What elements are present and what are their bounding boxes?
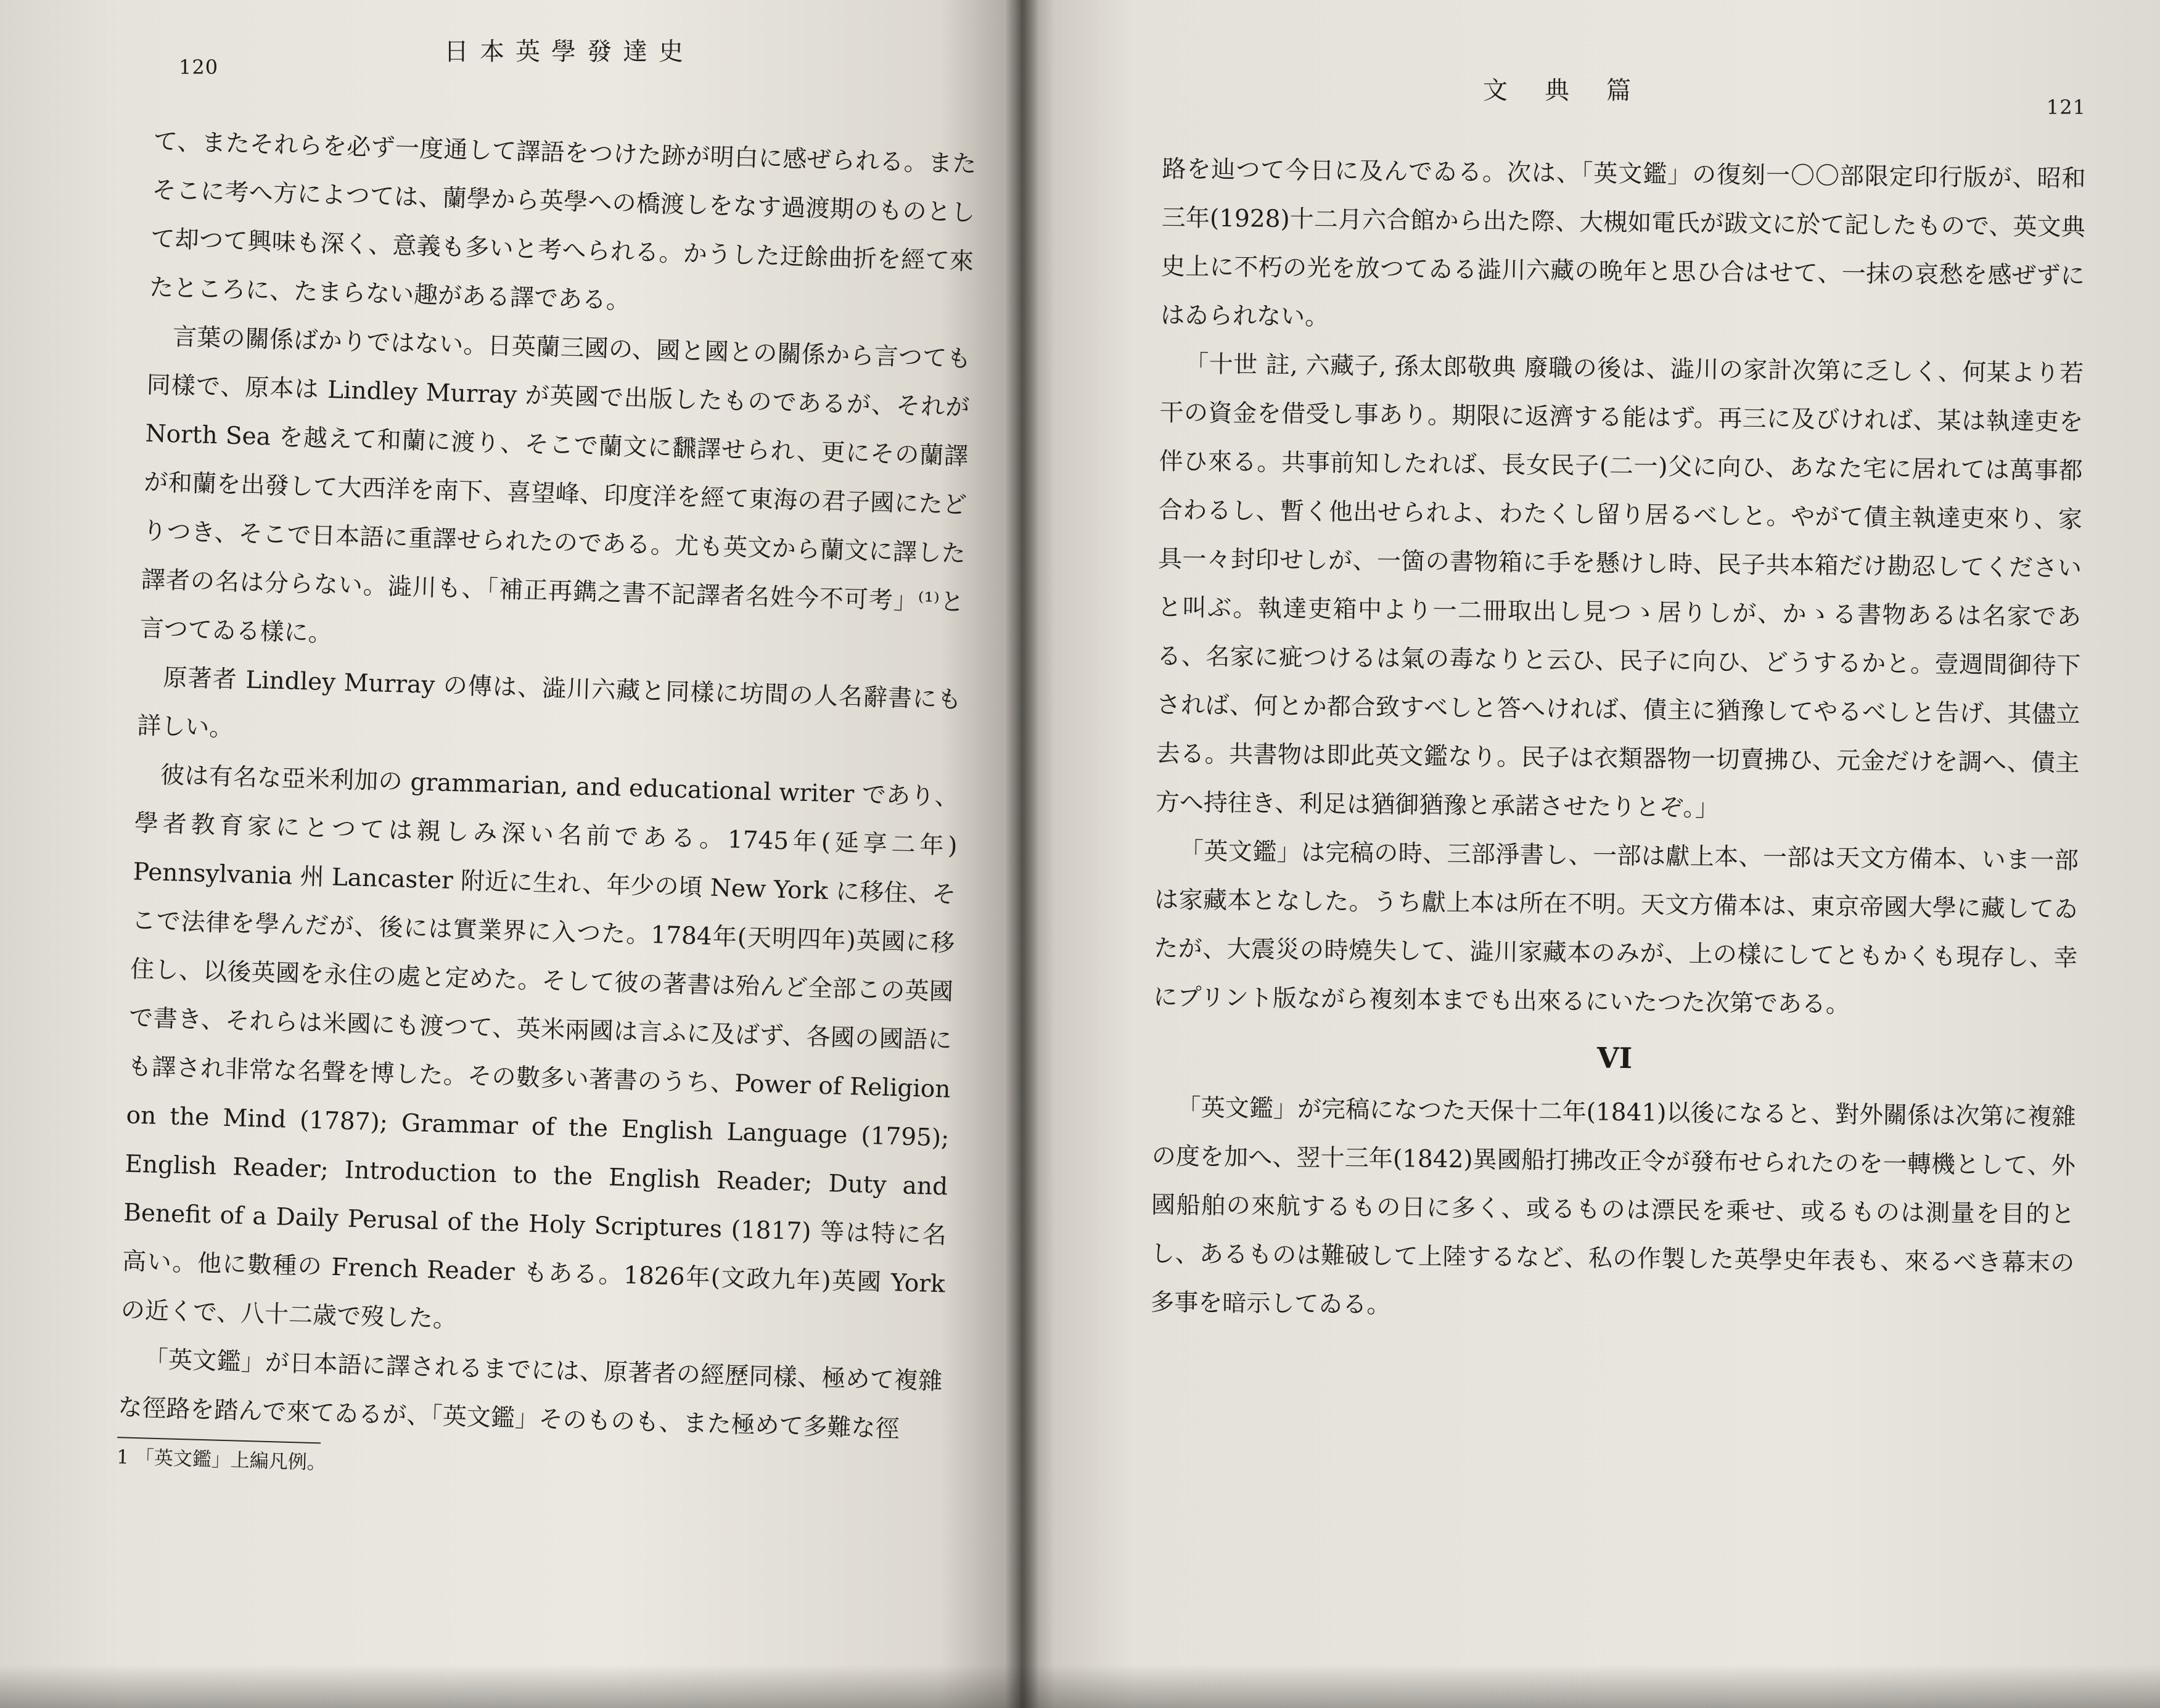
running-head: 文典篇 [1483,76,1668,105]
right-page-body [1150,145,2086,1337]
paragraph: 「英文鑑」が完稿になつた天保十二年(1841)以後になると、對外關係は次第に複雜の度を加へ、翌十三年(1842)異國船打拂改正令が發布せられたのを一轉機として、外國船舶の來航するもの日に多く、或るものは漂民を乘せ、或るものは測量を目的とし、あるものは難破して上陸するなど、私の作製した英學史年表も、來るべき幕末の多事を暗示してゐる。 [1150,1094,2076,1319]
page-bottom-shadow [0,1665,2160,1708]
page-number: 120 [179,55,219,79]
paragraph: 原著者 Lindley Murray の傳は、澁川六藏と同樣に坊間の人名辭書にも詳しい。 [136,663,962,742]
left-page-body [117,117,977,1495]
paragraph: 路を辿つて今日に及んでゐる。次は、「英文鑑」の復刻一〇〇部限定印行版が、昭和三年(1928)十二月六合館から出た際、大槻如電氏が跋文に於て記したもので、英文典史上に不朽の光を放つてゐる澁川六藏の晩年と思ひ合はせて、一抹の哀愁を感ぜずにはゐられない。 [1160,155,2086,331]
paragraph: 彼は有名な亞米利加の grammarian, and educational writer であり、學者教育家にとつては親しみ深い名前である。1745年(延享二年) Pennsylvania 州 Lancaster 附近に生れ、年少の頃 New York に移住、そこで法律を學んだが、後には實業界に入つた。1784年(天明四年)英國に移住し、以後英國を永住の處と定めた。そして彼の著書は殆んど全部この英國で書き、それらは米國にも渡つて、英米兩國は言ふに及ばず、各國の國語にも譯され非常な名聲を博した。その數多い著書のうち、Power of Religion on the Mind (1787); Grammar of the English Language (1795); English Reader; Introduction to the English Reader; Duty and Benefit of a Daily Perusal of the Holy Scriptures (1817) 等は特に名高い。他に數種の French Reader もある。1826年(文政九年)英國 York の近くで、八十二歳で歿した。 [120,761,959,1334]
paragraph: て、またそれらを必ず一度通して譯語をつけた跡が明白に感ぜられる。またそこに考へ方によつては、蘭學から英學への橋渡しをなす過渡期のものとして却つて興味も深く、意義も多いと考へられる。かうした迂餘曲折を經て來たところに、たまらない趣がある譯である。 [149,127,977,315]
quotation-paragraph: 「十世 註, 六藏子, 孫太郎敬典 廢職の後は、澁川の家計次第に乏しく、何某より若干の資金を借受し事あり。期限に返濟する能はず。再三に及びければ、某は執達吏を伴ひ來る。共事前知したれば、長女民子(二一)父に向ひ、あなた宅に居れては萬事都合わるし、暫く他出せられよ、わたくし留り居るべしと。やがて債主執達吏來り、家具一々封印せしが、一箇の書物箱に手を懸けし時、民子共本箱だけ勘忍してくださいと叫ぶ。執達吏箱中より一二冊取出し見つゝ居りしが、かゝる書物あるは名家である、名家に疵つけるは氣の毒なりと云ひ、民子に向ひ、どうするかと。壹週間御待下されば、何とか都合致すべしと答へければ、債主に猶豫してやるべしと告げ、其儘立去る。共書物は即此英文鑑なり。民子は衣類器物一切賣拂ひ、元金だけを調へ、債主方へ持往き、利足は猶御猶豫と承諾させたりとぞ。」 [1155,350,2084,823]
right-page-header [1162,59,2086,126]
left-page-header [154,38,977,117]
footnote: 1 「英文鑑」上編凡例。 [116,1446,327,1474]
book-gutter [1005,0,1039,1708]
left-page [0,0,1020,1708]
paragraph: 「英文鑑」は完稿の時、三部淨書し、一部は獻上本、一部は天文方備本、いま一部は家藏本となした。うち獻上本は所在不明。天文方備本は、東京帝國大學に藏してゐたが、大震災の時燒失して、澁川家藏本のみが、上の樣にしてともかくも現存し、幸にプリント版ながら複刻本までも出來るにいたつた次第である。 [1153,837,2079,1019]
paragraph: 言葉の關係ばかりではない。日英蘭三國の、國と國との關係から言つても同樣で、原本は Lindley Murray が英國で出版したものであるが、それが North Sea を越えて和蘭に渡り、そこで蘭文に飜譯せられ、更にその蘭譯が和蘭を出發して大西洋を南下、喜望峰、印度洋を經て東海の君子國にたどりつき、そこで日本語に重譯せられたのである。尤も英文から蘭文に譯した譯者の名は分らない。澁川も、「補正再鐫之書不記譯者名姓今不可考」⁽¹⁾と言つてゐる樣に。 [139,322,972,648]
paragraph: 「英文鑑」が日本語に譯されるまでには、原著者の經歷同樣、極めて複雜な徑路を踏んで來てゐるが、「英文鑑」そのものも、また極めて多難な徑 [117,1345,943,1443]
running-head: 日本英學發達史 [444,38,694,66]
page-number: 121 [2046,96,2086,119]
right-page [1020,0,2160,1708]
section-heading: VI [1596,1041,1633,1075]
